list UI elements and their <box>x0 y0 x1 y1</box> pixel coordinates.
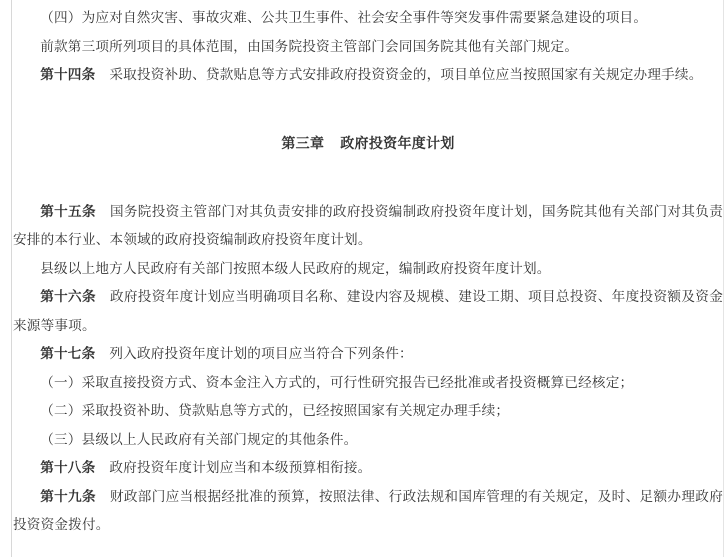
paragraph-scope-note <box>13 33 723 62</box>
paragraph-article-14 <box>13 61 723 90</box>
article-number: 第十八条 <box>40 460 96 476</box>
article-number: 第十九条 <box>40 488 96 505</box>
paragraph-text: （一）采取直接投资方式、资本金注入方式的，可行性研究报告已经批准或者投资概算已经核定； <box>40 374 634 391</box>
article-number: 第十四条 <box>40 67 96 83</box>
paragraph-item-4 <box>13 4 723 33</box>
paragraph-text: 财政部门应当根据经批准的预算，按照法律、行政法规和国库管理的有关规定，及时、足额办理政府投资资金拨付。 <box>13 488 723 533</box>
paragraph-text: 前款第三项所列项目的具体范围，由国务院投资主管部门会同国务院其他有关部门规定。 <box>40 38 579 55</box>
paragraph-article-17 <box>13 340 723 369</box>
paragraph-local-plan <box>13 255 723 284</box>
paragraph-text: 政府投资年度计划应当明确项目名称、建设内容及规模、建设工期、项目总投资、年度投资额及资金来源等事项。 <box>13 289 723 334</box>
paragraph-text: （三）县级以上人民政府有关部门规定的其他条件。 <box>40 431 358 448</box>
paragraph-text: 政府投资年度计划应当和本级预算相衔接。 <box>109 460 372 476</box>
paragraph-condition-1 <box>13 369 723 398</box>
article-body <box>13 4 723 540</box>
paragraph-text: 县级以上地方人民政府有关部门按照本级人民政府的规定，编制政府投资年度计划。 <box>40 260 551 277</box>
chapter-heading <box>13 90 723 198</box>
paragraph-text: （四）为应对自然灾害、事故灾难、公共卫生事件、社会安全事件等突发事件需要紧急建设的项目。 <box>40 10 648 26</box>
paragraph-article-16 <box>13 283 723 340</box>
article-number: 第十七条 <box>40 346 96 362</box>
chapter-number: 第三章 <box>281 135 325 152</box>
paragraph-condition-2 <box>13 397 723 426</box>
paragraph-article-18 <box>13 454 723 483</box>
chapter-title: 政府投资年度计划 <box>340 135 455 152</box>
article-number: 第十五条 <box>40 203 96 220</box>
paragraph-text: 国务院投资主管部门对其负责安排的政府投资编制政府投资年度计划，国务院其他有关部门对其负责安排的本行业、本领域的政府投资编制政府投资年度计划。 <box>13 203 723 248</box>
right-border-line <box>723 0 724 557</box>
left-border-line <box>11 0 12 557</box>
paragraph-article-15 <box>13 198 723 255</box>
article-number: 第十六条 <box>40 289 96 305</box>
paragraph-text: 采取投资补助、贷款贴息等方式安排政府投资资金的，项目单位应当按照国家有关规定办理手续。 <box>109 67 703 83</box>
paragraph-article-19 <box>13 483 723 540</box>
paragraph-text: 列入政府投资年度计划的项目应当符合下列条件： <box>109 346 413 362</box>
paragraph-condition-3 <box>13 426 723 455</box>
paragraph-text: （二）采取投资补助、贷款贴息等方式的，已经按照国家有关规定办理手续； <box>40 403 510 419</box>
